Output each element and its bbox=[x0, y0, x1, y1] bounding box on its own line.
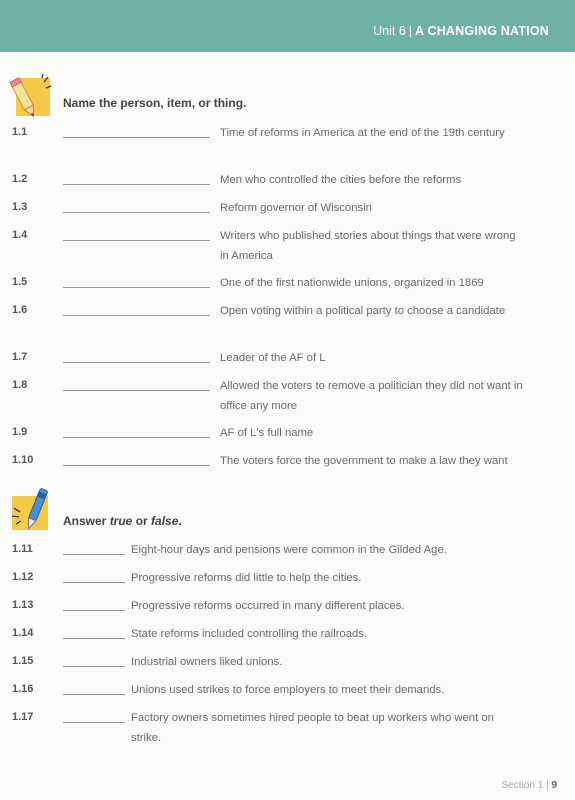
question-number: 1.6 bbox=[12, 304, 28, 316]
question-text: The voters force the government to make a law they want bbox=[220, 455, 508, 467]
question-number: 1.2 bbox=[12, 173, 28, 185]
question-number: 1.12 bbox=[12, 571, 34, 583]
question-number: 1.5 bbox=[12, 276, 28, 288]
footer-separator: | bbox=[546, 780, 549, 791]
answer-blank[interactable] bbox=[63, 465, 210, 466]
question-number: 1.11 bbox=[12, 543, 33, 555]
question-text: AF of L's full name bbox=[220, 427, 314, 439]
answer-blank[interactable] bbox=[63, 240, 210, 241]
question-text: Men who controlled the cities before the reforms bbox=[220, 174, 462, 186]
header-separator: | bbox=[408, 24, 413, 38]
question-number: 1.9 bbox=[12, 426, 28, 438]
answer-blank[interactable] bbox=[63, 362, 210, 363]
question-text: Progressive reforms occurred in many different places. bbox=[131, 600, 405, 612]
answer-blank[interactable] bbox=[63, 287, 210, 288]
answer-blank[interactable] bbox=[63, 390, 210, 391]
question-text: Factory owners sometimes hired people to beat up workers who went on strike. bbox=[131, 712, 494, 744]
answer-blank[interactable] bbox=[63, 554, 125, 555]
header-title bbox=[373, 24, 549, 38]
answer-blank[interactable] bbox=[63, 184, 210, 185]
question-number: 1.3 bbox=[12, 201, 28, 213]
section1-instruction: Name the person, item, or thing. bbox=[63, 96, 247, 110]
question-number: 1.17 bbox=[12, 711, 34, 723]
question-number: 1.14 bbox=[12, 627, 34, 639]
question-text: Leader of the AF of L bbox=[220, 352, 326, 364]
question-text: Eight-hour days and pensions were common in the Gilded Age. bbox=[131, 544, 447, 556]
pen-icon bbox=[8, 488, 52, 534]
question-number: 1.4 bbox=[12, 229, 28, 241]
question-number: 1.10 bbox=[12, 454, 34, 466]
answer-blank[interactable] bbox=[63, 137, 210, 138]
question-text: One of the first nationwide unions, organized in 1869 bbox=[220, 277, 484, 289]
instruction-false: false bbox=[151, 514, 179, 528]
unit-label: Unit 6 bbox=[373, 24, 406, 38]
instruction-or: or bbox=[132, 514, 152, 528]
question-number: 1.13 bbox=[12, 599, 34, 611]
answer-blank[interactable] bbox=[63, 315, 210, 316]
question-text: Progressive reforms did little to help the cities. bbox=[131, 572, 362, 584]
question-number: 1.16 bbox=[12, 683, 34, 695]
question-text: Unions used strikes to force employers to meet their demands. bbox=[131, 684, 445, 696]
question-text: State reforms included controlling the railroads. bbox=[131, 628, 368, 640]
answer-blank[interactable] bbox=[63, 638, 125, 639]
footer-section: Section 1 bbox=[501, 780, 544, 791]
instruction-prefix: Answer bbox=[63, 514, 110, 528]
page-footer bbox=[502, 780, 557, 791]
answer-blank[interactable] bbox=[63, 212, 210, 213]
question-text: Industrial owners liked unions. bbox=[131, 656, 283, 668]
question-number: 1.7 bbox=[12, 351, 28, 363]
question-text: Allowed the voters to remove a politician they did not want in office any more bbox=[220, 380, 523, 412]
answer-blank[interactable] bbox=[63, 437, 210, 438]
answer-blank[interactable] bbox=[63, 694, 125, 695]
page-header bbox=[0, 0, 575, 52]
answer-blank[interactable] bbox=[63, 722, 125, 723]
pencil-icon bbox=[8, 74, 52, 120]
answer-blank[interactable] bbox=[63, 610, 125, 611]
page-number: 9 bbox=[551, 780, 557, 791]
answer-blank[interactable] bbox=[63, 582, 125, 583]
section2-instruction bbox=[63, 514, 182, 528]
question-text: Time of reforms in America at the end of the 19th century bbox=[220, 127, 505, 139]
question-text: Reform governor of Wisconsin bbox=[220, 202, 372, 214]
question-number: 1.8 bbox=[12, 379, 28, 391]
question-text: Writers who published stories about things that were wrong in America bbox=[220, 230, 516, 262]
instruction-true: true bbox=[109, 514, 133, 528]
unit-title: A CHANGING NATION bbox=[415, 24, 549, 38]
answer-blank[interactable] bbox=[63, 666, 125, 667]
question-text: Open voting within a political party to choose a candidate bbox=[220, 305, 506, 317]
question-number: 1.15 bbox=[12, 655, 34, 667]
question-number: 1.1 bbox=[12, 126, 28, 138]
instruction-end: . bbox=[178, 514, 182, 528]
